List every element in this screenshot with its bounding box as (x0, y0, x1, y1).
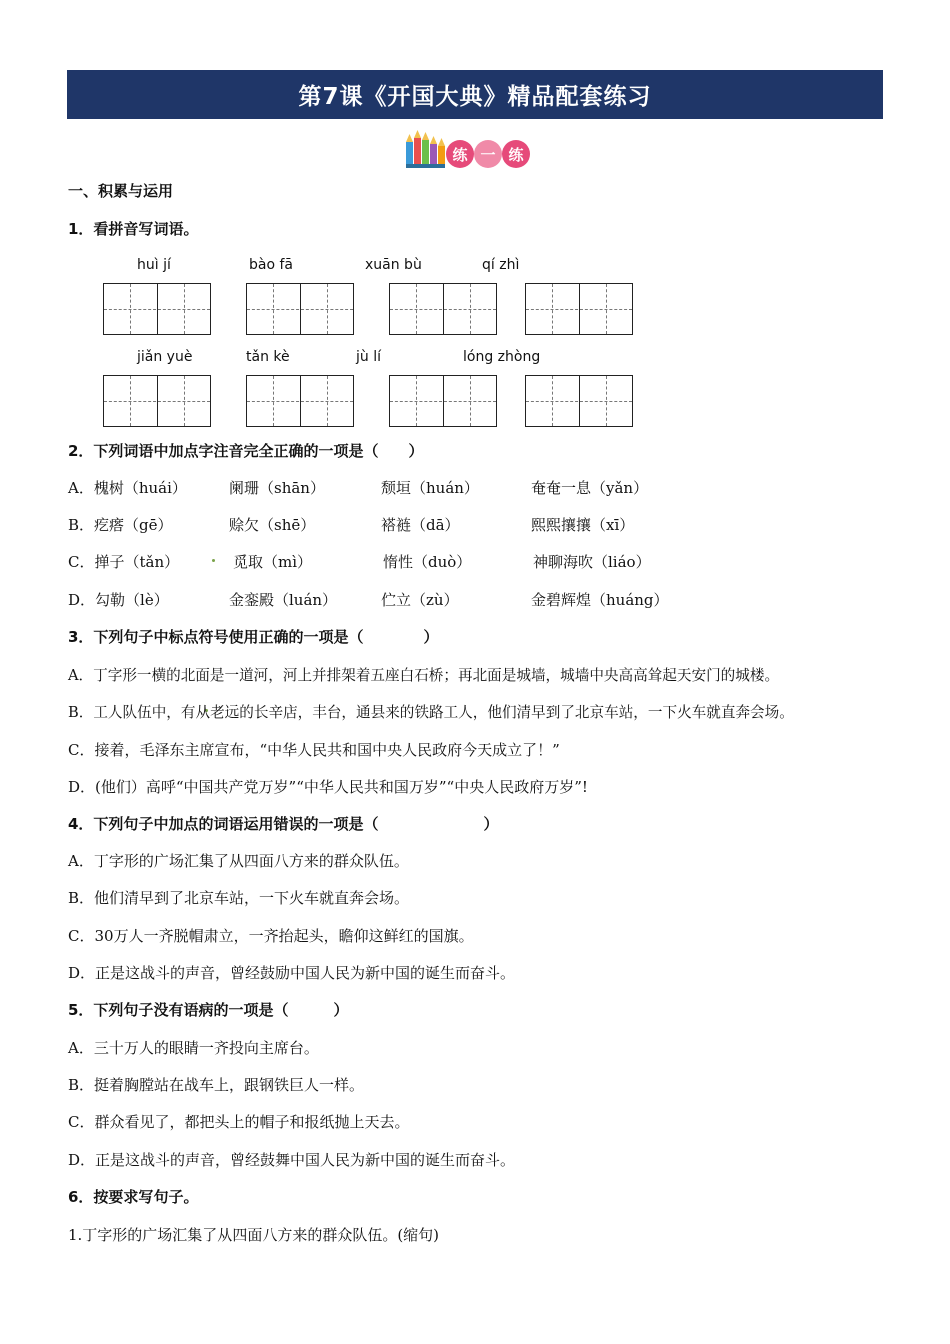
question-5-option-a: A．三十万人的眼睛一齐投向主席台。 (68, 1039, 319, 1057)
writing-grid[interactable] (525, 375, 633, 427)
pinyin-6: tǎn kè (246, 349, 290, 365)
writing-grid[interactable] (103, 375, 211, 427)
question-4-option-c: C．30万人一齐脱帽肃立，一齐抬起头，瞻仰这鲜红的国旗。 (68, 927, 474, 945)
question-3-option-c: C．接着，毛泽东主席宣布，“中华人民共和国中央人民政府今天成立了！” (68, 741, 560, 759)
logo-char-2: 一 (474, 140, 502, 168)
option-b-word-2: 赊欠（shē） (229, 516, 316, 534)
option-c-word-4: 神聊海吹（liáo） (533, 553, 651, 571)
writing-grid[interactable] (246, 283, 354, 335)
pinyin-8: lóng zhòng (463, 349, 541, 365)
question-6-label: 6．按要求写句子。 (68, 1188, 199, 1206)
question-3-option-d: D．(他们）高呼“中国共产党万岁”“中华人民共和国万岁”“中央人民政府万岁”! (68, 778, 588, 796)
practice-logo (404, 128, 534, 172)
logo-char-1: 练 (446, 140, 474, 168)
question-4-option-d: D．正是这战斗的声音，曾经鼓励中国人民为新中国的诞生而奋斗。 (68, 964, 516, 982)
option-d-word-4: 金碧辉煌（huáng） (531, 591, 669, 609)
option-b-word-1: B．疙瘩（gē） (68, 516, 173, 534)
question-5-label: 5．下列句子没有语病的一项是（ ） (68, 1001, 349, 1019)
pinyin-7: jù lí (356, 349, 381, 365)
question-4-option-b: B．他们清早到了北京车站，一下火车就直奔会场。 (68, 889, 410, 907)
logo-char-3: 练 (502, 140, 530, 168)
option-a-word-1: A．槐树（huái） (68, 479, 187, 497)
pinyin-2: bào fā (249, 257, 293, 273)
option-c-word-1: C．掸子（tǎn） (68, 553, 180, 571)
question-3-label: 3．下列句子中标点符号使用正确的一项是（ ） (68, 628, 439, 646)
pinyin-3: xuān bù (365, 257, 422, 273)
pencils-icon (404, 128, 448, 172)
option-a-word-3: 颓垣（huán） (381, 479, 479, 497)
writing-grid[interactable] (103, 283, 211, 335)
option-b-word-3: 褡裢（dā） (381, 516, 460, 534)
option-d-word-3: 伫立（zù） (381, 591, 459, 609)
question-4-option-a: A．丁字形的广场汇集了从四面八方来的群众队伍。 (68, 852, 409, 870)
section-heading: 一、积累与运用 (68, 182, 174, 200)
page-title: 第7课《开国大典》精品配套练习 (67, 70, 883, 119)
question-4-label: 4．下列句子中加点的词语运用错误的一项是（ ） (68, 815, 499, 833)
emphasis-dot (212, 559, 215, 562)
option-c-word-3: 惰性（duò） (383, 553, 472, 571)
pinyin-5: jiǎn yuè (137, 349, 193, 365)
option-b-word-4: 熙熙攘攘（xī） (531, 516, 635, 534)
writing-grid[interactable] (246, 375, 354, 427)
question-5-option-b: B．挺着胸膛站在战车上，跟钢铁巨人一样。 (68, 1076, 365, 1094)
writing-grid[interactable] (389, 375, 497, 427)
writing-grid[interactable] (389, 283, 497, 335)
option-a-word-2: 阑珊（shān） (229, 479, 325, 497)
question-1-label: 1．看拼音写词语。 (68, 220, 199, 238)
question-3-option-a: A．丁字形一横的北面是一道河，河上并排架着五座白石桥；再北面是城墙，城墙中央高高耸起天安门的城楼。 (68, 667, 780, 684)
question-6-item-1: 1.丁字形的广场汇集了从四面八方来的群众队伍。(缩句) (68, 1226, 440, 1244)
question-2-label: 2．下列词语中加点字注音完全正确的一项是（ ） (68, 442, 424, 460)
pinyin-4: qí zhì (482, 257, 520, 273)
option-c-word-2: 觅取（mì） (233, 553, 313, 571)
option-d-word-2: 金銮殿（luán） (229, 591, 338, 609)
question-5-option-c: C．群众看见了，都把头上的帽子和报纸抛上天去。 (68, 1113, 410, 1131)
question-3-option-b: B．工人队伍中，有从老远的长辛店，丰台，通县来的铁路工人，他们清早到了北京车站，一下火车就直奔会场。 (68, 704, 794, 721)
option-d-word-1: D．勾勒（lè） (68, 591, 169, 609)
option-a-word-4: 奄奄一息（yǎn） (531, 479, 649, 497)
pinyin-1: huì jí (137, 257, 171, 273)
writing-grid[interactable] (525, 283, 633, 335)
question-5-option-d: D．正是这战斗的声音，曾经鼓舞中国人民为新中国的诞生而奋斗。 (68, 1151, 516, 1169)
